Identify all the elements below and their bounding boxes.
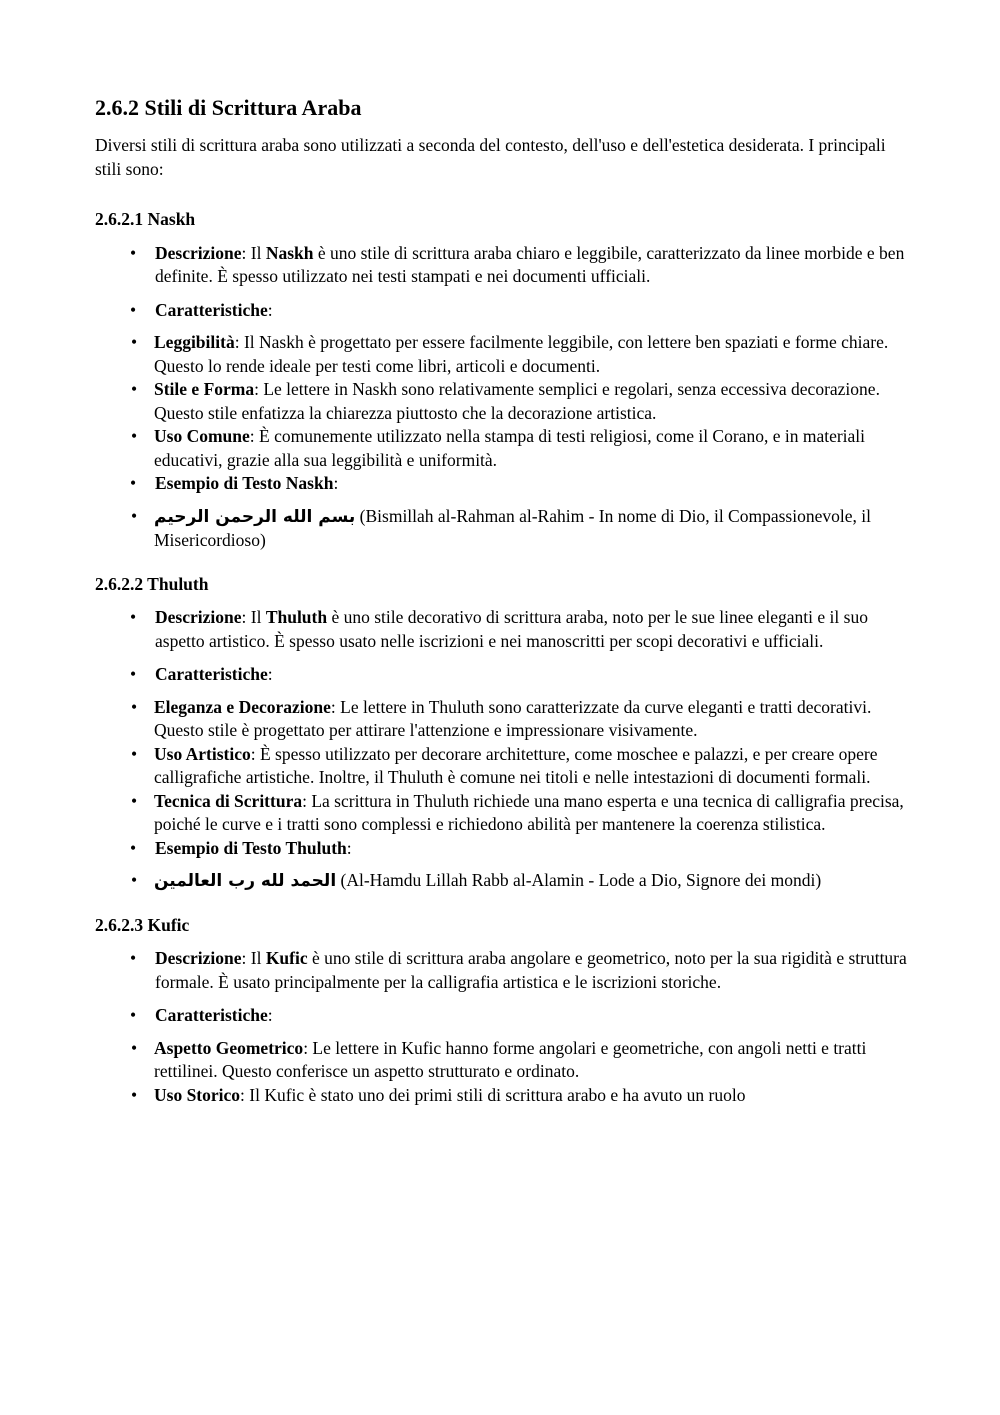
- thuluth-example-text: (Al-Hamdu Lillah Rabb al-Alamin - Lode a Dio, Signore dei mondi): [336, 870, 822, 890]
- naskh-desc-name: Naskh: [265, 242, 314, 263]
- thuluth-desc-label: Descrizione: [155, 607, 242, 627]
- thuluth-example-list: [95, 869, 910, 894]
- thuluth-description: [95, 606, 910, 653]
- thuluth-desc-text: è uno stile decorativo di scrittura araba, noto per le sue linee eleganti e il suo aspetto artistico. È spesso usato nelle iscrizioni e nei manoscritti per scopi decorativi e ufficiali.: [155, 607, 868, 651]
- thuluth-char-list: [95, 696, 910, 837]
- thuluth-example-label: Esempio di Testo Thuluth: [155, 837, 347, 858]
- thuluth-characteristics: • Caratteristiche: • Eleganza e Decorazione: Le lettere in Thuluth sono caratterizzate da curve eleganti e tratti decorativi. Questo stile è progettato per attirare l'attenzione e impressionare visivamente. • Uso Artistico: È spesso utilizzato per decorare architetture, come moschee e palazzi, e per creare opere calligrafiche artistiche. Inoltre, il Thuluth è comune nei titoli e nelle intestazioni di documenti formali. • Tecnica di Scrittura: La scrittura in Thuluth richiede una mano esperta e una tecnica di calligrafia precisa, poiché le curve e i tratti sono complessi e richiedono abilità per mantenere la coerenza stilistica.: [95, 663, 910, 837]
- kufic-char-label-0: Aspetto Geometrico: [154, 1037, 304, 1058]
- naskh-desc-pre: : Il: [241, 242, 266, 263]
- thuluth-char-label-1: Uso Artistico: [154, 743, 251, 764]
- section-title: 2.6.2 Stili di Scrittura Araba: [95, 95, 362, 120]
- section-intro: Diversi stili di scrittura araba sono utilizzati a seconda del contesto, dell'uso e dell'estetica desiderata. I principali stili sono:: [95, 135, 886, 179]
- thuluth-list: [95, 606, 910, 894]
- thuluth-example-arabic: الحمد لله رب العالمين: [154, 871, 337, 891]
- kufic-desc-name: Kufic: [265, 948, 308, 968]
- thuluth-char-label: Caratteristiche: [155, 664, 268, 684]
- kufic-char-text-0: : Le lettere in Kufic hanno forme angolari e geometriche, con angoli netti e tratti rettilinei. Questo conferisce un aspetto strutturato e ordinato.: [154, 1037, 867, 1081]
- kufic-desc-pre: : Il: [241, 948, 266, 968]
- naskh-char-list: [95, 331, 910, 472]
- naskh-example-arabic: بسم الله الرحمن الرحيم: [154, 506, 356, 527]
- thuluth-char-item: [95, 790, 910, 837]
- naskh-char-label-1: Stile e Forma: [154, 379, 255, 399]
- thuluth-char-item: [95, 696, 910, 743]
- kufic-char-text-1: : Il Kufic è stato uno dei primi stili di scrittura arabo e ha avuto un ruolo: [240, 1084, 746, 1105]
- naskh-description: [95, 242, 910, 289]
- thuluth-desc-name: Thuluth: [265, 607, 328, 627]
- kufic-description: [95, 947, 910, 994]
- naskh-char-item: [95, 378, 910, 425]
- thuluth-char-text-0: : Le lettere in Thuluth sono caratterizzate da curve eleganti e tratti decorativi. Questo stile è progettato per attirare l'attenzione e impressionare visivamente.: [154, 696, 872, 740]
- thuluth-char-text-2: : La scrittura in Thuluth richiede una mano esperta e una tecnica di calligrafia precisa, poiché le curve e i tratti sono complessi e richiedono abilità per mantenere la coerenza stilistica.: [154, 790, 904, 834]
- naskh-list: [95, 242, 910, 553]
- naskh-desc-label: Descrizione: [155, 242, 242, 263]
- thuluth-char-label-2: Tecnica di Scrittura: [154, 790, 303, 811]
- kufic-char-list: [95, 1037, 910, 1108]
- naskh-example-label: Esempio di Testo Naskh: [155, 473, 334, 493]
- kufic-char-label: Caratteristiche: [155, 1005, 268, 1025]
- thuluth-char-text-1: : È spesso utilizzato per decorare architetture, come moschee e palazzi, e per creare opere calligrafiche artistiche. Inoltre, il Thuluth è comune nei titoli e nelle intestazioni di documenti formali.: [154, 743, 878, 787]
- thuluth-desc-pre: : Il: [241, 607, 266, 627]
- naskh-heading: 2.6.2.1 Naskh: [95, 209, 196, 229]
- kufic-char-item: [95, 1084, 910, 1108]
- naskh-char-label: Caratteristiche: [155, 299, 268, 320]
- kufic-char-label-1: Uso Storico: [154, 1084, 241, 1105]
- kufic-desc-label: Descrizione: [155, 948, 242, 968]
- naskh-char-text-0: : Il Naskh è progettato per essere facilmente leggibile, con lettere ben spaziati e forme chiare. Questo lo rende ideale per testi come libri, articoli e documenti.: [154, 332, 889, 376]
- thuluth-example-item: [95, 869, 910, 894]
- naskh-example-list: [95, 505, 910, 553]
- thuluth-example: • Esempio di Testo Thuluth: • الحمد لله رب العالمين (Al-Hamdu Lillah Rabb al-Alamin - Lode a Dio, Signore dei mondi): [95, 837, 910, 894]
- thuluth-heading: 2.6.2.2 Thuluth: [95, 573, 209, 594]
- kufic-char-item: [95, 1037, 910, 1084]
- document-page: [95, 92, 910, 1107]
- naskh-char-text-1: : Le lettere in Naskh sono relativamente semplici e regolari, senza eccessiva decorazione. Questo stile enfatizza la chiarezza piuttosto che la decorazione artistica.: [154, 379, 880, 423]
- naskh-desc-text: è uno stile di scrittura araba chiaro e leggibile, caratterizzato da linee morbide e ben definite. È spesso utilizzato nei testi stampati e nei documenti ufficiali.: [155, 242, 905, 286]
- naskh-char-label-2: Uso Comune: [154, 426, 250, 446]
- naskh-example-text: (Bismillah al-Rahman al-Rahim - In nome di Dio, il Compassionevole, il Misericordioso): [154, 505, 871, 550]
- naskh-char-text-2: : È comunemente utilizzato nella stampa di testi religiosi, come il Corano, e in materiali educativi, grazie alla sua leggibilità e uniformità.: [154, 426, 866, 470]
- naskh-example: • Esempio di Testo Naskh: • بسم الله الرحمن الرحيم (Bismillah al-Rahman al-Rahim - In nome di Dio, il Compassionevole, il Misericordioso): [95, 472, 910, 553]
- kufic-desc-text: è uno stile di scrittura araba angolare e geometrico, noto per la sua rigidità e struttura formale. È usato principalmente per la calligrafia artistica e le iscrizioni storiche.: [155, 948, 907, 992]
- thuluth-char-label-0: Eleganza e Decorazione: [154, 696, 331, 717]
- naskh-characteristics: • Caratteristiche: • Leggibilità: Il Naskh è progettato per essere facilmente leggibile, con lettere ben spaziati e forme chiare. Questo lo rende ideale per testi come libri, articoli e documenti. • Stile e Forma: Le lettere in Naskh sono relativamente semplici e regolari, senza eccessiva decorazione. Questo stile enfatizza la chiarezza piuttosto che la decorazione artistica. • Uso Comune: È comunemente utilizzato nella stampa di testi religiosi, come il Corano, e in materiali educativi, grazie alla sua leggibilità e uniformità.: [95, 299, 910, 473]
- kufic-heading: 2.6.2.3 Kufic: [95, 914, 190, 935]
- thuluth-char-item: [95, 743, 910, 790]
- naskh-char-item: [95, 425, 910, 472]
- kufic-list: [95, 947, 910, 1107]
- naskh-char-label-0: Leggibilità: [154, 332, 235, 352]
- naskh-char-item: [95, 331, 910, 378]
- kufic-characteristics: • Caratteristiche: • Aspetto Geometrico: Le lettere in Kufic hanno forme angolari e geometriche, con angoli netti e tratti rettilinei. Questo conferisce un aspetto strutturato e ordinato. • Uso Storico: Il Kufic è stato uno dei primi stili di scrittura arabo e ha avuto un ruolo: [95, 1004, 910, 1107]
- naskh-example-item: [95, 505, 910, 553]
